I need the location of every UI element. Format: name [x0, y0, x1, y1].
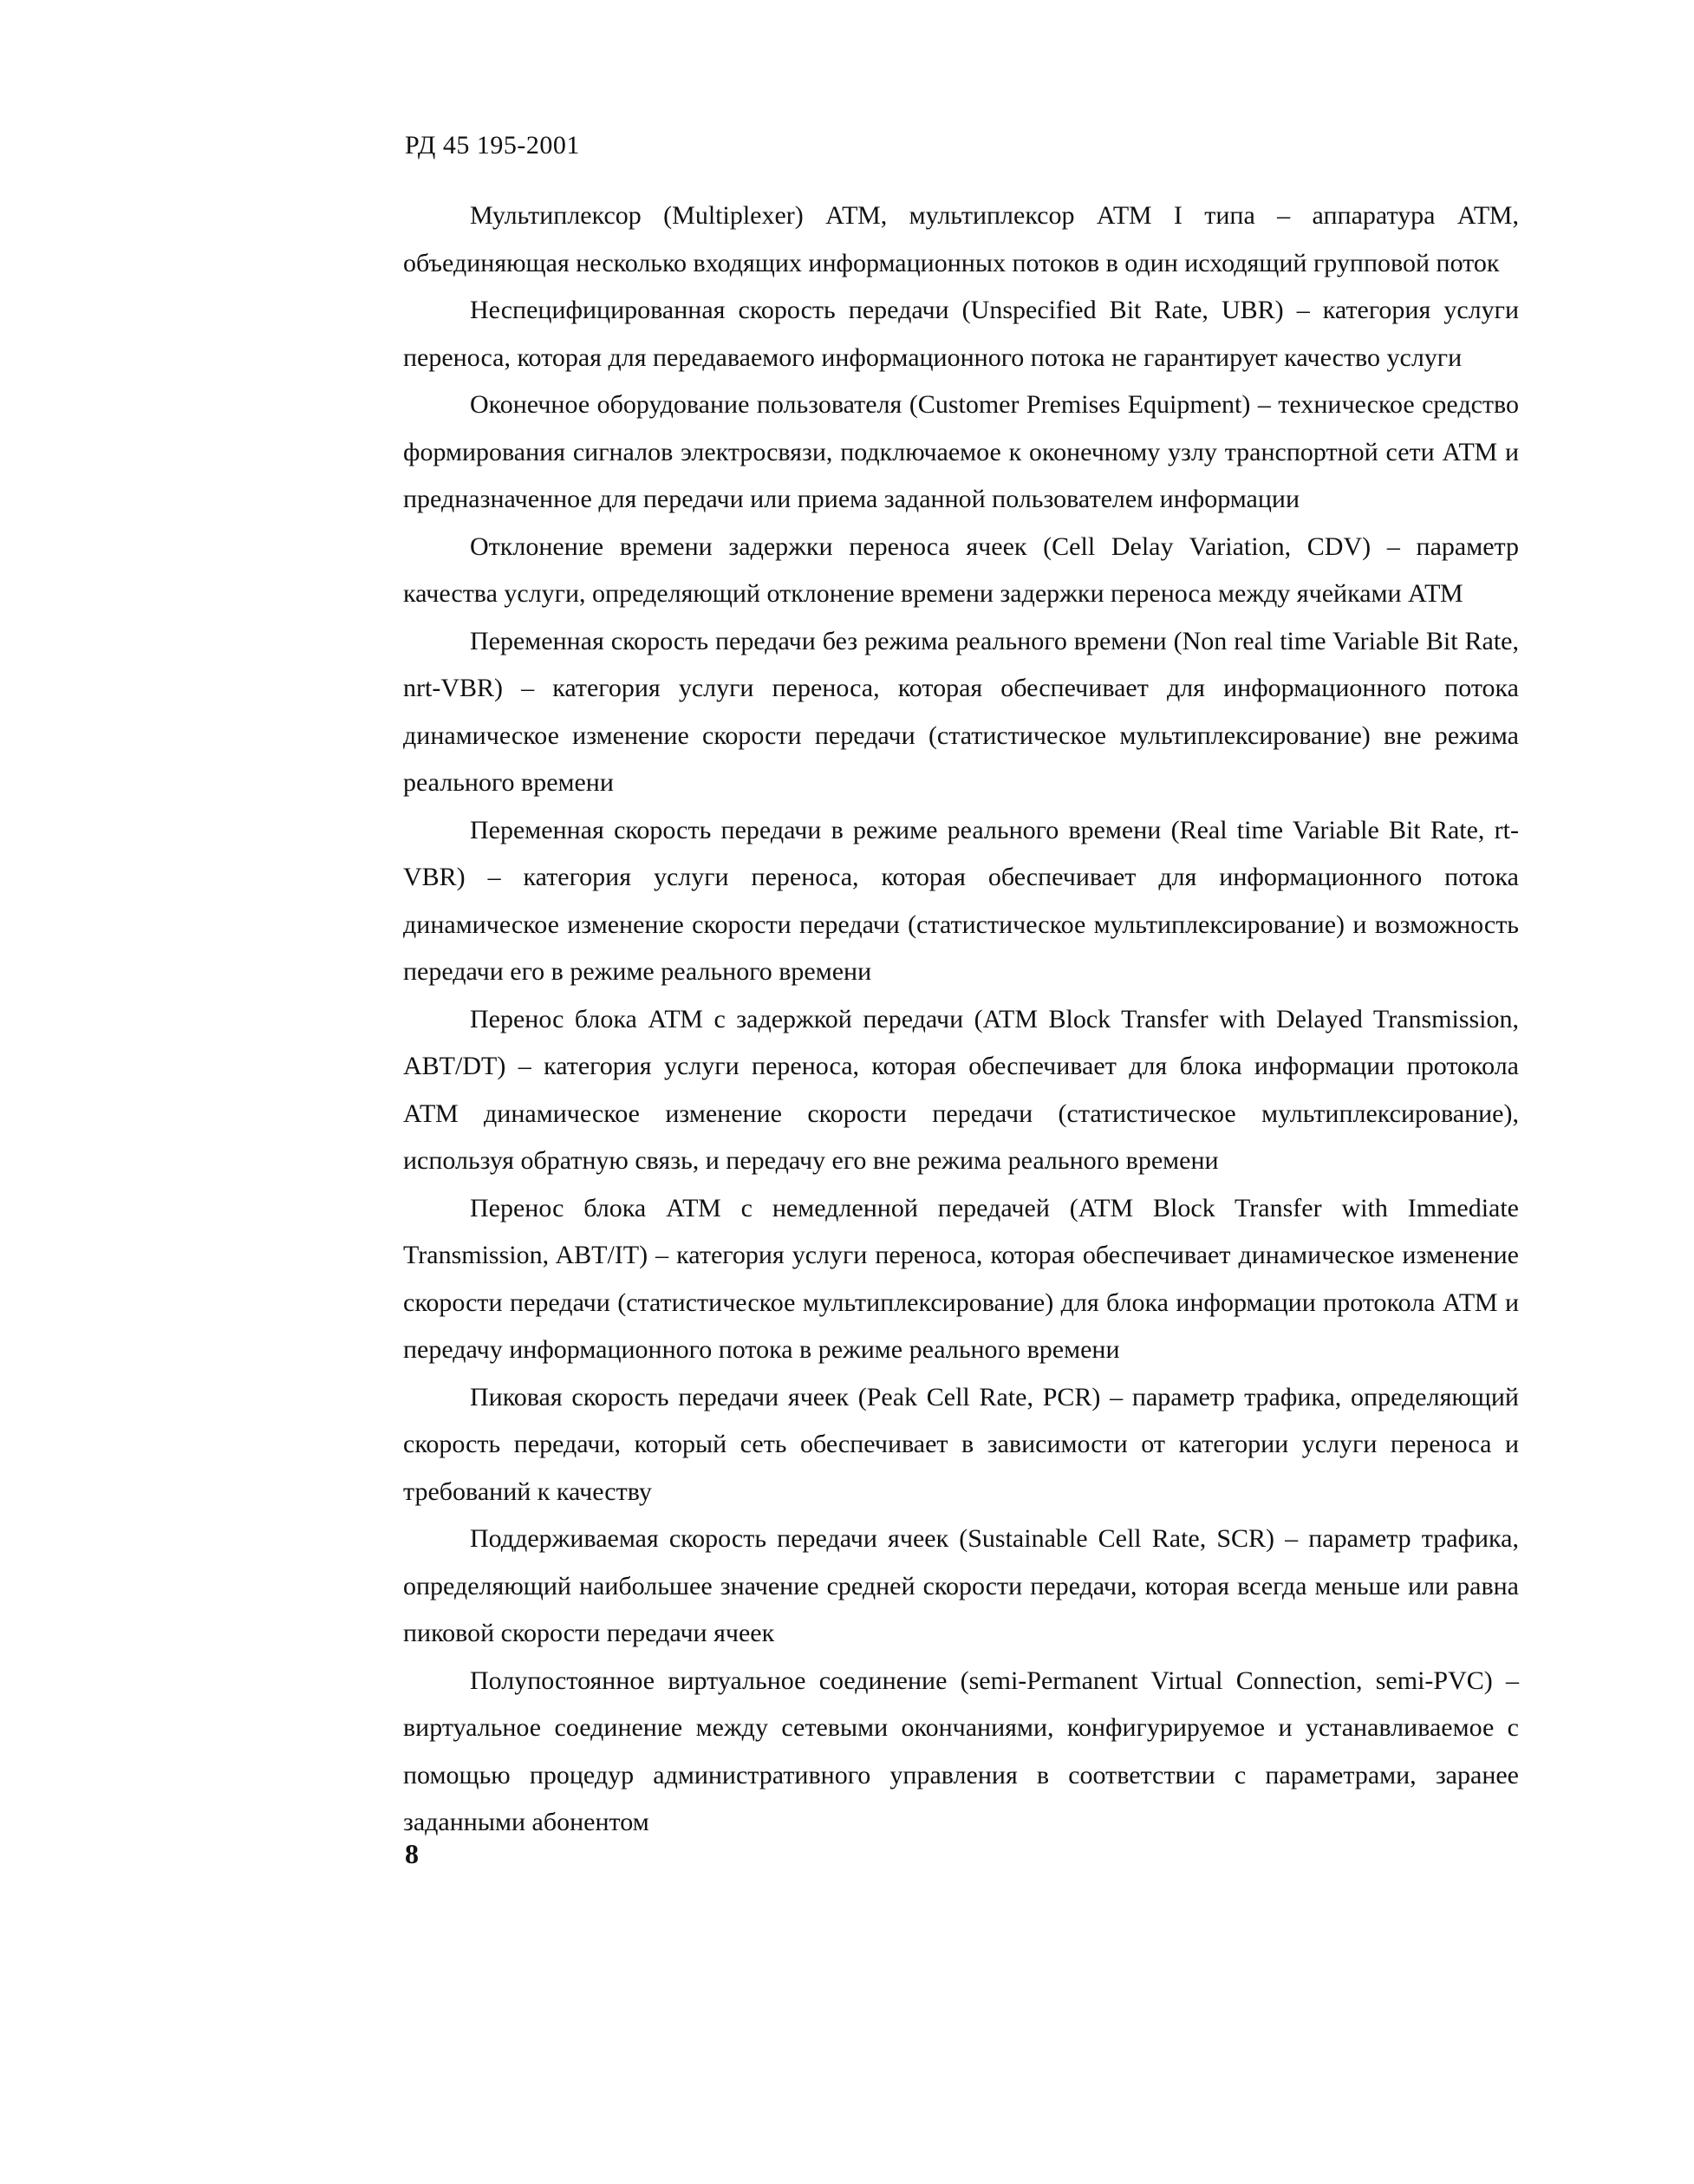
definition-multiplexer: Мультиплексор (Multiplexer) АТМ, мультиплексор АТМ I типа – аппаратура АТМ, объединяющая несколько входящих информационных потоков в один исходящий групповой поток — [403, 201, 1519, 277]
page-number: 8 — [405, 1838, 419, 1869]
definition-scr: Поддерживаемая скорость передачи ячеек (Sustainable Cell Rate, SCR) – параметр трафика, определяющий наибольшее значение средней скорости передачи, которая всегда меньше или равна пиковой скорости передачи ячеек — [403, 1524, 1519, 1647]
document-code-header: РД 45 195-2001 — [405, 131, 580, 160]
definition-abt-it: Перенос блока АТМ с немедленной передачей (ATM Block Transfer with Immediate Transmission, ABT/IT) – категория услуги переноса, которая обеспечивает динамическое изменение скорости передачи (статистическое мультиплексирование) для блока информации протокола АТМ и передачу информационного потока в режиме реального времени — [403, 1193, 1519, 1364]
definition-pcr: Пиковая скорость передачи ячеек (Peak Cell Rate, PCR) – параметр трафика, определяющий скорость передачи, который сеть обеспечивает в зависимости от категории услуги переноса и требований к качеству — [403, 1382, 1519, 1506]
definition-ubr: Неспецифицированная скорость передачи (Unspecified Bit Rate, UBR) – категория услуги переноса, которая для передаваемого информационного потока не гарантирует качество услуги — [403, 296, 1519, 372]
definition-abt-dt: Перенос блока АТМ с задержкой передачи (ATM Block Transfer with Delayed Transmission, ABT/DT) – категория услуги переноса, которая обеспечивает для блока информации протокола АТМ динамическое изменение скорости передачи (статистическое мультиплексирование), используя обратную связь, и передачу его вне режима реального времени — [403, 1004, 1519, 1175]
definition-cpe: Оконечное оборудование пользователя (Customer Premises Equipment) – техническое средство формирования сигналов электросвязи, подключаемое к оконечному узлу транспортной сети АТМ и предназначенное для передачи или приема заданной пользователем информации — [403, 390, 1519, 513]
definition-rt-vbr: Переменная скорость передачи в режиме реального времени (Real time Variable Bit Rate, rt-VBR) – категория услуги переноса, которая обеспечивает для информационного потока динамическое изменение скорости передачи (статистическое мультиплексирование) и возможность передачи его в режиме реального времени — [403, 815, 1519, 986]
definition-cdv: Отклонение времени задержки переноса ячеек (Cell Delay Variation, CDV) – параметр качества услуги, определяющий отклонение времени задержки переноса между ячейками АТМ — [403, 531, 1519, 608]
definition-semi-pvc: Полупостоянное виртуальное соединение (semi-Permanent Virtual Connection, semi-PVC) – виртуальное соединение между сетевыми окончаниями, конфигурируемое и устанавливаемое с помощью процедур административного управления в соответствии с параметрами, заранее заданными абонентом — [403, 1666, 1519, 1836]
definition-nrt-vbr: Переменная скорость передачи без режима реального времени (Non real time Variable Bit Rate, nrt-VBR) – категория услуги переноса, которая обеспечивает для информационного потока динамическое изменение скорости передачи (статистическое мультиплексирование) вне режима реального времени — [403, 626, 1519, 797]
definitions-body — [403, 192, 1519, 1847]
